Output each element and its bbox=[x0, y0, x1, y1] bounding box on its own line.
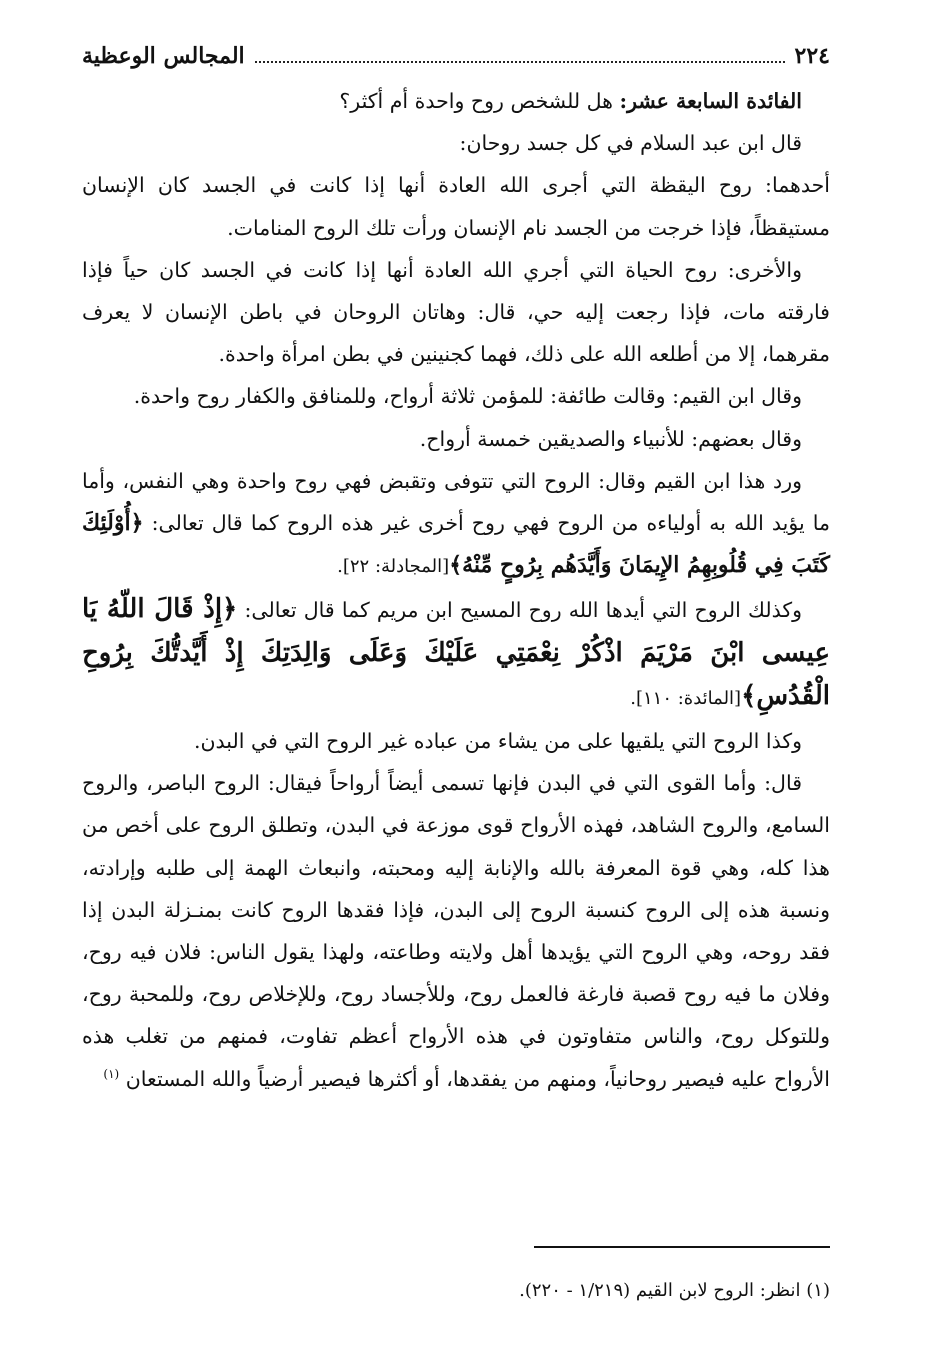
paragraph: قال ابن عبد السلام في كل جسد روحان: bbox=[459, 131, 802, 156]
benefit-question: هل للشخص روح واحدة أم أكثر؟ bbox=[339, 89, 620, 113]
verse-reference: [المائدة: ١١٠]. bbox=[630, 687, 742, 709]
paragraph: والأخرى: روح الحياة التي أجري الله العادة أنها إذا كانت في الجسد كان حياً فإذا فارقته مات، فإذا رجعت إليه حي، قال: وهاتان الروحان في باطن الإنسان لا يعرف مقرهما، إلا من أطلعه الله على ذلك، فهما كجنينين في بطن امرأة واحدة. bbox=[82, 257, 830, 367]
page-number: ٢٢٤ bbox=[794, 43, 830, 69]
header-dotted-rule bbox=[255, 61, 785, 63]
paragraph-text: ورد هذا ابن القيم وقال: الروح التي تتوفى وتقبض فهي روح واحدة وهي النفس، وأما ما يؤيد الله به أولياءه من الروح فهي روح أخرى غير هذه الروح كما قال تعالى: bbox=[82, 468, 830, 536]
paragraph-quran-maida bbox=[82, 588, 830, 720]
paragraph: أحدهما: روح اليقظة التي أجرى الله العادة أنها إذا كانت في الجسد كان الإنسان مستيقظاً، فإذا خرجت من الجسد نام الإنسان ورأت تلك الروح المنامات. bbox=[82, 173, 830, 240]
paragraph-quran-mujadila bbox=[82, 460, 830, 589]
paragraph: وكذا الروح التي يلقيها على من يشاء من عباده غير الروح التي في البدن. bbox=[193, 729, 802, 754]
quran-verse: ﴿إِذْ قَالَ اللّهُ يَا عِيسى ابْنَ مَرْيَمَ اذْكُرْ نِعْمَتِي عَلَيْكَ وَعَلَى وَالِدَتِكَ إِذْ أَيَّدتُّكَ بِرُوحِ الْقُدُسِ﴾ bbox=[82, 594, 830, 711]
paragraph: وقال بعضهم: للأنبياء والصديقين خمسة أرواح. bbox=[419, 426, 802, 451]
paragraph-text: وكذلك الروح التي أيدها الله روح المسيح ابن مريم كما قال تعالى: bbox=[237, 598, 802, 623]
paragraph: وقال ابن القيم: وقالت طائفة: للمؤمن ثلاثة أرواح، وللمنافق والكفار روح واحدة. bbox=[133, 384, 802, 409]
quran-verse: ﴿أُوْلَئِكَ كَتَبَ فِي قُلُوبِهِمُ الإِيمَانَ وَأَيَّدَهُم بِرُوحٍ مِّنْهُ﴾ bbox=[82, 510, 830, 579]
paragraph-benefit-title bbox=[82, 80, 830, 122]
paragraph-text: قال: وأما القوى التي في البدن فإنها تسمى أيضاً أرواحاً فيقال: الروح الباصر، والروح السامع، والروح الشاهد، فهذه الأرواح قوى موزعة في البدن، وتطلق الروح على أخص من هذا كله، وهي قوة المعرفة بالله والإنابة إليه ومحبته، وانبعاث الهمة إلى طلبه وإرادته، ونسبة هذه إلى الروح كنسبة الروح إلى البدن، فإذا فقدها الروح كانت بمنـزلة البدن إذا فقد روحه، وهي الروح التي يؤيدها أهل ولايته وطاعته، ولهذا يقول الناس: فلان فيه روح، وفلان ما فيه روح قصبة فارغة فالعمل روح، وللأجساد روح، وللإخلاص روح، وللمحبة روح، وللتوكل روح، والناس متفاوتون في هذه الأرواح أعظم تفاوت، فمنهم من تغلب هذه الأرواح عليه فيصير روحانياً، ومنهم من يفقدها، أو أكثرها فيصير أرضياً والله المستعان bbox=[82, 771, 830, 1091]
book-title: المجالس الوعظية bbox=[82, 43, 245, 69]
verse-reference: [المجادلة: ٢٢]. bbox=[337, 556, 450, 578]
paragraph-last bbox=[82, 762, 830, 1100]
footnote-marker: (١) bbox=[103, 1066, 120, 1081]
page-header bbox=[82, 36, 830, 76]
benefit-heading: الفائدة السابعة عشر: bbox=[619, 89, 802, 113]
main-text bbox=[82, 80, 830, 1100]
footnote: (١) انظر: الروح لابن القيم (١/٢١٩ - ٢٢٠). bbox=[519, 1280, 830, 1301]
